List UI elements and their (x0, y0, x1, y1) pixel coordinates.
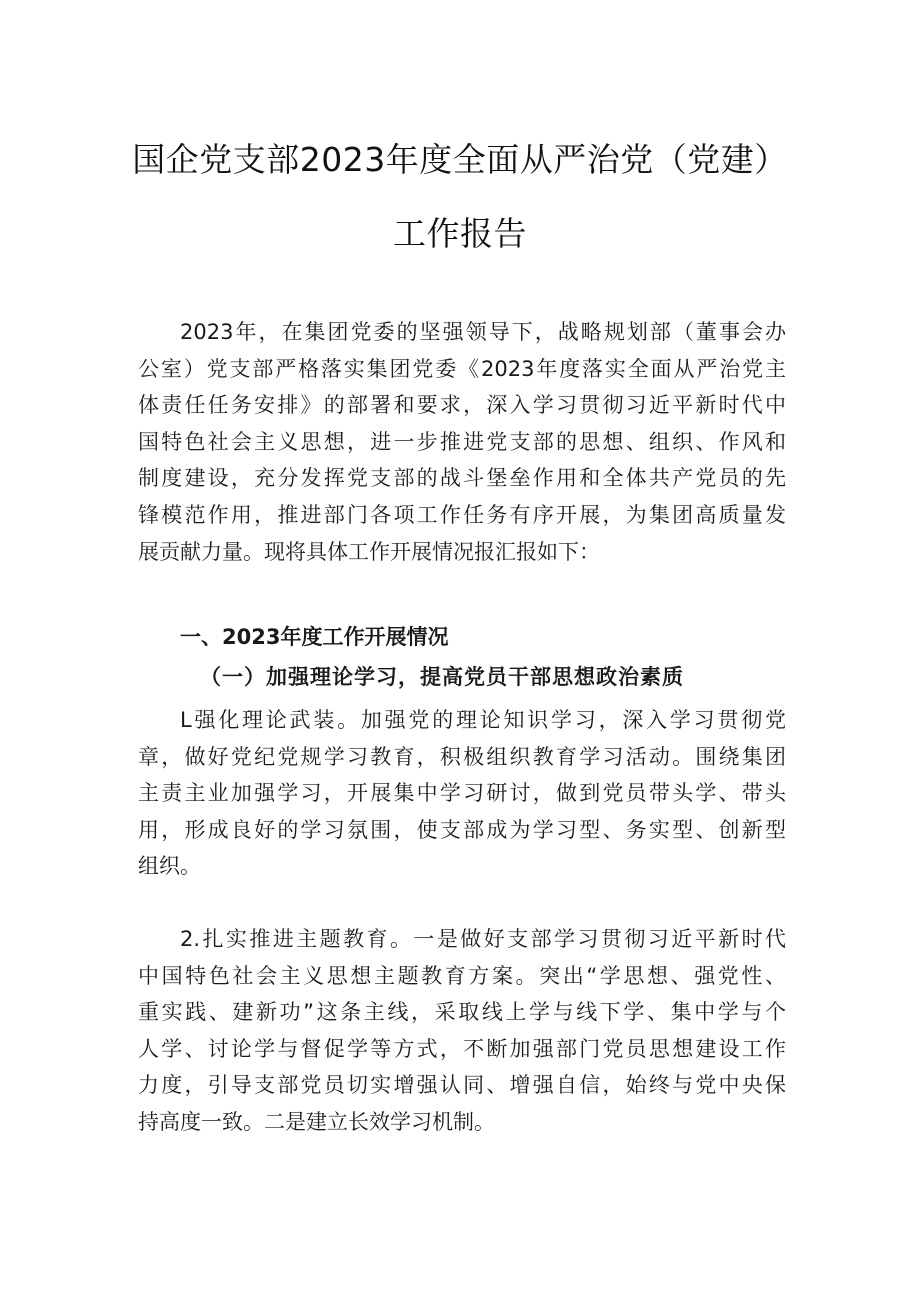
intro-paragraph (138, 314, 786, 570)
item-2-line: 重实践、建新功”这条主线，采取线上学与线下学、集中学与个 (138, 1000, 786, 1025)
item-1-line: 用，形成良好的学习氛围，使支部成为学习型、务实型、创新型 (138, 817, 786, 842)
item-2-line: 持高度一致。二是建立长效学习机制。 (138, 1109, 495, 1134)
intro-line: 公室）党支部严格落实集团党委《2023年度落实全面从严治党主 (138, 356, 786, 381)
intro-line: 体责任任务安排》的部署和要求，深入学习贯彻习近平新时代中 (138, 393, 786, 418)
item-1-line: L强化理论武装。加强党的理论知识学习，深入学习贯彻党 (180, 708, 786, 732)
subsection-heading: （一）加强理论学习，提高党员干部思想政治素质 (200, 665, 684, 689)
item-2-line: 人学、讨论学与督促学等方式，不断加强部门党员思想建设工作 (138, 1036, 786, 1061)
item-2-line: 中国特色社会主义思想主题教育方案。突出“学思想、强党性、 (138, 963, 786, 988)
document-title-line-2: 工作报告 (393, 214, 527, 253)
item-1-line: 组织。 (138, 854, 201, 879)
item-1-line: 主责主业加强学习，开展集中学习研讨，做到党员带头学、带头 (138, 781, 786, 806)
item-1-paragraph (138, 702, 786, 885)
item-1-line: 章，做好党纪党规学习教育，积极组织教育学习活动。围绕集团 (138, 744, 786, 769)
intro-line: 2023年，在集团党委的坚强领导下，战略规划部（董事会办 (180, 320, 786, 344)
intro-line: 国特色社会主义思想，进一步推进党支部的思想、组织、作风和 (138, 429, 786, 454)
item-2-line: 2.扎实推进主题教育。一是做好支部学习贯彻习近平新时代 (180, 927, 786, 951)
document-title-line-1: 国企党支部2023年度全面从严治党（党建） (132, 140, 788, 179)
item-2-line: 力度，引导支部党员切实增强认同、增强自信，始终与党中央保 (138, 1073, 786, 1098)
section-heading: 一、2023年度工作开展情况 (180, 625, 449, 649)
item-2-paragraph (138, 921, 786, 1141)
intro-line: 制度建设，充分发挥党支部的战斗堡垒作用和全体共产党员的先 (138, 466, 786, 491)
intro-line: 锋模范作用，推进部门各项工作任务有序开展，为集团高质量发 (138, 502, 786, 527)
intro-line: 展贡献力量。现将具体工作开展情况报汇报如下： (138, 539, 600, 564)
